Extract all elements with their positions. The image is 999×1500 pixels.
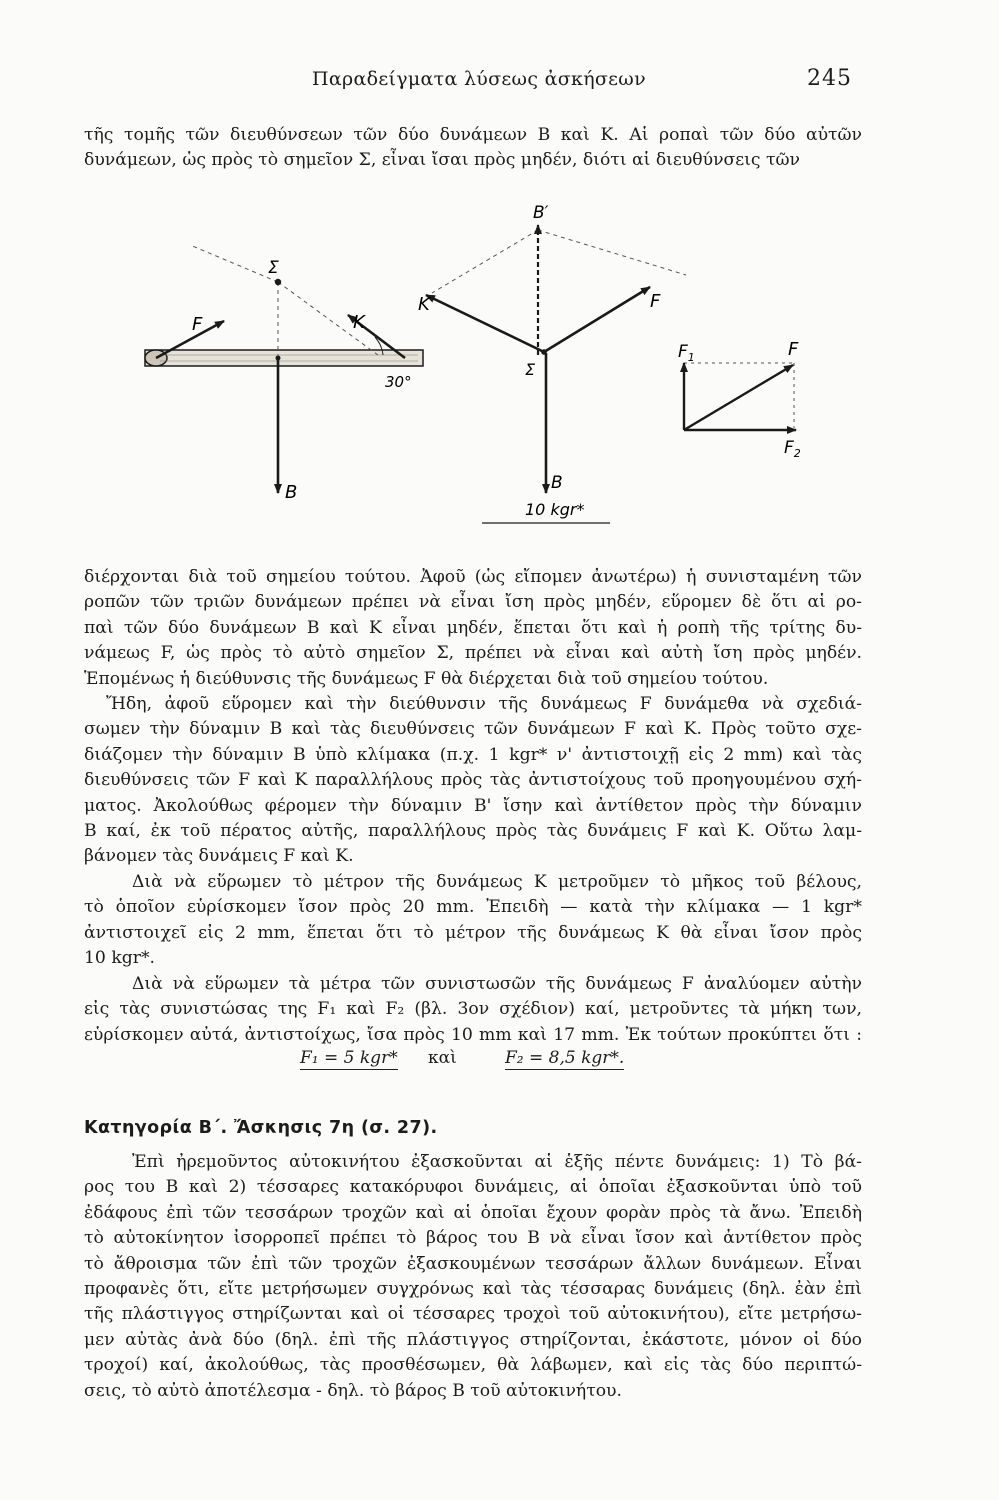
text-line: Ἑπομένως ἡ διεύθυνσις τῆς δυνάμεως F θὰ διέρχεται διὰ τοῦ σημείου τούτου. — [84, 668, 769, 689]
wooden-beam — [145, 350, 423, 366]
text-line: Ἤδη, ἀφοῦ εὕρομεν καὶ τὴν διεύθυνσιν τῆς δυνάμεως F δυνάμεθα νὰ σχεδιά- — [106, 694, 862, 714]
label-b-left: B — [285, 482, 298, 503]
text-line: Διὰ νὰ εὕρωμεν τὸ μέτρον τῆς δυνάμεως K μετροῦμεν τὸ μῆκος τοῦ βέλους, — [132, 872, 862, 892]
point-sigma — [275, 279, 281, 285]
label-sigma-left: Σ — [268, 258, 279, 278]
text-line: προφανὲς ὅτι, εἴτε μετρήσωμεν συγχρόνως καὶ τὰς τέσσαρας δυνάμεις (δηλ. ἐὰν ἐπὶ — [84, 1279, 862, 1300]
text-line: 10 kgr*. — [84, 948, 156, 969]
result-equations — [300, 1048, 720, 1078]
label-sigma-mid: Σ — [525, 360, 536, 379]
result-f1: F₁ = 5 kgr* — [300, 1048, 398, 1068]
force-diagram-figure — [120, 195, 860, 545]
text-line: ἀντιστοιχεῖ εἰς 2 mm, ἕπεται ὅτι τὸ μέτρον τῆς δυνάμεως K θὰ εἶναι ἴσον πρὸς — [84, 922, 862, 943]
text-line: τροχοί) καί, ἀκολούθως, τὰς προσθέσωμεν, θὰ λάβωμεν, καὶ εἰς τὰς δύο περιπτώ- — [84, 1355, 862, 1376]
force-polygon-diagram — [418, 203, 686, 523]
text-line: τῆς πλάστιγγος στηρίζωνται καὶ οἱ τέσσαρες τροχοὶ τοῦ αὐτοκινήτου), εἴτε μετρήσω- — [84, 1304, 862, 1325]
label-f-left: F — [192, 314, 203, 335]
text-line: διάζομεν τὴν δύναμιν B ὑπὸ κλίμακα (π.χ. 1 kgr* ν' ἀντιστοιχῇ εἰς 2 mm) καὶ τὰς — [84, 744, 862, 765]
text-line: ροπῶν τῶν τριῶν δυνάμεων πρέπει νὰ εἶναι ἴση πρὸς μηδέν, εὕρομεν δὲ ὅτι αἱ ρο- — [84, 592, 862, 613]
text-line: διέρχονται διὰ τοῦ σημείου τούτου. Ἀφοῦ (ὡς εἴπομεν ἀνωτέρω) ἡ συνισταμένη τῶν — [84, 567, 862, 587]
text-line: εἰς τὰς συνιστώσας της F₁ καὶ F₂ (βλ. 3ον σχέδιον) καί, μετροῦντες τὰ μήκη των, — [84, 999, 862, 1020]
section-heading: Κατηγορία Β΄. Ἄσκησις 7η (σ. 27). — [84, 1118, 438, 1138]
paragraph-3 — [84, 692, 862, 870]
dashed-line-f — [190, 245, 278, 282]
running-title: Παραδείγματα λύσεως ἀσκήσεων — [312, 68, 646, 90]
text-line: εὑρίσκομεν αὐτά, ἀντιστοίχως, ἴσα πρὸς 10 mm καὶ 17 mm. Ἐκ τούτων προκύπτει ὅτι : — [84, 1024, 862, 1045]
text-line: διευθύνσεις τῶν F καὶ K παραλλήλους πρὸς τὰς ἀντιστοίχους τοῦ προηγουμένου σχή- — [84, 770, 862, 791]
scale-label: 10 kgr* — [525, 500, 585, 519]
result-f2: F₂ = 8,5 kgr*. — [505, 1048, 625, 1068]
text-line: τῆς τομῆς τῶν διευθύνσεων τῶν δύο δυνάμεων B καὶ K. Αἱ ροπαὶ τῶν δύο αὐτῶν — [84, 125, 862, 145]
label-k-left: K — [353, 312, 365, 333]
label-angle: 30° — [385, 373, 412, 391]
text-line: νάμεως F, ὡς πρὸς τὸ αὐτὸ σημεῖον Σ, πρέπει νὰ εἶναι καὶ αὐτὴ ἴση πρὸς μηδέν. — [84, 643, 862, 664]
text-line: σεις, τὸ αὐτὸ ἀποτέλεσμα - δηλ. τὸ βάρος B τοῦ αὐτοκινήτου. — [84, 1380, 622, 1401]
text-line: παὶ τῶν δύο δυνάμεων B καὶ K εἶναι μηδέν, ἕπεται ὅτι καὶ ἡ ροπὴ τῆς τρίτης δυ- — [84, 617, 862, 638]
label-f-mid: F — [650, 291, 661, 312]
label-k-mid: K — [418, 294, 430, 315]
text-line: σωμεν τὴν δύναμιν B καὶ τὰς διευθύνσεις τῶν δυνάμεων F καὶ K. Πρὸς τοῦτο σχε- — [84, 719, 862, 740]
paragraph-6 — [84, 1150, 862, 1404]
text-line: μεν αὐτὰς ἀνὰ δύο (δηλ. ἐπὶ τῆς πλάστιγγος στηρίζονται, ἑκάστοτε, μόνον οἱ δύο — [84, 1329, 862, 1350]
text-line: τὸ ἄθροισμα τῶν ἐπὶ τῶν τροχῶν ἐξασκουμένων τεσσάρων ἄλλων δυνάμεων. Εἶναι — [84, 1253, 862, 1274]
result-and: καὶ — [428, 1048, 457, 1068]
text-line: δυνάμεων, ὡς πρὸς τὸ σημεῖον Σ, εἶναι ἴσαι πρὸς μηδέν, διότι αἱ διευθύνσεις τῶν — [84, 150, 800, 171]
beam-diagram — [145, 245, 423, 503]
paragraph-1 — [84, 123, 862, 174]
text-line: B καί, ἐκ τοῦ πέρατος αὐτῆς, παραλλήλους πρὸς τὰς δυνάμεις F καὶ K. Οὕτω λαμ- — [84, 821, 862, 842]
force-k-mid-arrow — [426, 295, 544, 352]
text-line: ἐδάφους ἐπὶ τῶν τεσσάρων τροχῶν καὶ αἱ ὁποῖαι ἔχουν φορὰν πρὸς τὰ ἄνω. Ἐπειδὴ — [84, 1202, 862, 1223]
label-f2: $F_2$ — [784, 438, 801, 460]
text-line: ματος. Ἀκολούθως φέρομεν τὴν δύναμιν B' ἴσην καὶ ἀντίθετον πρὸς τὴν δύναμιν — [84, 795, 862, 816]
resultant-f-arrow — [684, 365, 793, 430]
paragraph-2 — [84, 565, 862, 692]
label-f1: $F_1$ — [678, 342, 695, 364]
text-line: βάνομεν τὰς δυνάμεις F καὶ K. — [84, 846, 354, 867]
paragraph-5 — [84, 972, 862, 1048]
text-line: Διὰ νὰ εὕρωμεν τὰ μέτρα τῶν συνιστωσῶν τῆς δυνάμεως F ἀναλύομεν αὐτὴν — [132, 974, 862, 994]
label-b-prime: B′ — [533, 203, 549, 223]
text-line: ρος του B καὶ 2) τέσσαρες κατακόρυφοι δυνάμεις, αἱ ὁποῖαι ἐξασκοῦνται ὑπὸ τοῦ — [84, 1177, 862, 1198]
text-line: τὸ ὁποῖον εὑρίσκομεν ἴσον πρὸς 20 mm. Ἐπειδὴ — κατὰ τὴν κλίμακα — 1 kgr* — [84, 897, 862, 918]
component-diagram — [678, 339, 801, 460]
text-line: Ἐπὶ ἠρεμοῦντος αὐτοκινήτου ἐξασκοῦνται αἱ ἑξῆς πέντε δυνάμεις: 1) Τὸ βά- — [132, 1152, 862, 1172]
force-f-mid-arrow — [544, 287, 650, 352]
text-line: τὸ αὐτοκίνητον ἰσορροπεῖ πρέπει τὸ βάρος του B νὰ εἶναι ἴσον καὶ ἀντίθετον πρὸς — [84, 1228, 862, 1249]
paragraph-4 — [84, 870, 862, 972]
label-f-right: F — [788, 339, 799, 360]
label-b-mid: B — [551, 473, 563, 493]
page-header — [0, 68, 999, 98]
page-number: 245 — [807, 66, 852, 91]
